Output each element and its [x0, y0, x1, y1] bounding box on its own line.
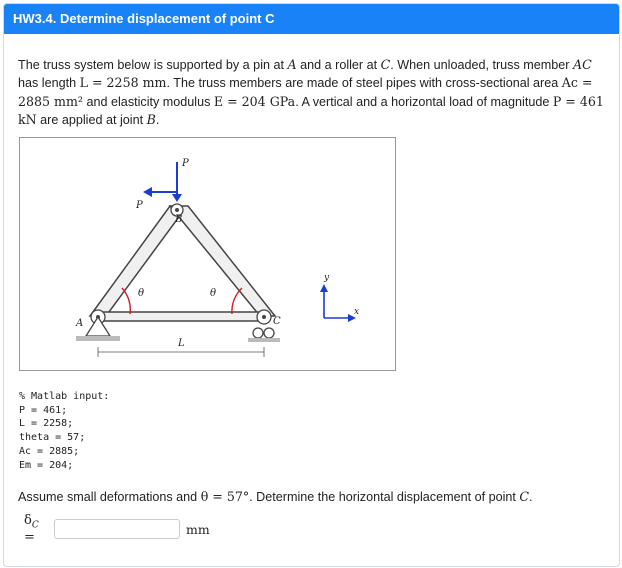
- problem-text: and a roller at: [296, 58, 381, 72]
- problem-statement: [18, 56, 608, 129]
- question-text: .: [529, 490, 533, 504]
- label-theta-right: θ: [210, 288, 217, 299]
- label-P-left: P: [136, 200, 143, 211]
- roller-C-2: [264, 328, 274, 338]
- problem-text: has length: [18, 76, 80, 91]
- code-line: Ac = 2885;: [19, 445, 80, 457]
- math-C: C: [380, 57, 391, 72]
- member-BC: [170, 206, 275, 316]
- problem-text: and elasticity modulus: [83, 94, 214, 109]
- load-horizontal-head: [143, 187, 152, 197]
- question-prompt: [18, 489, 533, 504]
- code-line: theta = 57;: [19, 432, 86, 444]
- member-AB: [90, 206, 184, 316]
- ground-C: [248, 338, 280, 342]
- joint-C-pin: [262, 315, 266, 319]
- code-line: P = 461;: [19, 404, 68, 416]
- math-Ac: Ac = 2885 mm²: [18, 75, 593, 109]
- label-axis-x: x: [354, 307, 360, 317]
- math-C: C: [519, 489, 530, 504]
- problem-text: . When unloaded, truss member: [390, 58, 573, 72]
- answer-label: [24, 513, 50, 546]
- truss-figure: [19, 137, 396, 371]
- answer-unit: mm: [186, 521, 210, 537]
- math-AC: AC: [572, 57, 592, 72]
- label-B: B: [175, 214, 183, 225]
- math-P: P = 461 kN: [18, 93, 604, 127]
- question-text: . Determine the horizontal displacement of point: [249, 490, 520, 504]
- math-E: E = 204 GPa: [213, 93, 296, 109]
- math-B: B: [146, 111, 156, 127]
- question-card: [3, 3, 620, 567]
- answer-symbol: δ: [24, 512, 32, 528]
- label-P-top: P: [182, 158, 189, 169]
- answer-subscript: C: [31, 520, 39, 531]
- problem-text: . A vertical and a horizontal load of magnitude: [295, 94, 553, 109]
- matlab-input-block: [19, 390, 109, 472]
- problem-text: The truss system below is supported by a pin at: [18, 58, 288, 72]
- problem-text: . The truss members are made of steel pipes with cross-sectional area: [166, 76, 562, 91]
- ground-A: [76, 336, 120, 341]
- question-text: Assume small deformations and: [18, 490, 201, 504]
- code-comment: % Matlab input:: [19, 391, 110, 402]
- math-theta: θ = 57°: [200, 489, 250, 504]
- label-theta-left: θ: [138, 288, 145, 299]
- math-L: L = 2258 mm: [79, 75, 167, 91]
- truss-diagram: [20, 138, 395, 370]
- label-L: L: [178, 338, 185, 349]
- answer-row: [24, 512, 210, 546]
- label-A: A: [76, 318, 84, 329]
- math-A: A: [287, 57, 297, 72]
- joint-B-pin: [175, 208, 179, 212]
- answer-input[interactable]: [54, 519, 180, 539]
- problem-text: .: [155, 112, 160, 127]
- y-axis-head: [320, 284, 328, 292]
- load-vertical-head: [172, 194, 182, 202]
- member-AC: [96, 312, 268, 321]
- code-line: L = 2258;: [19, 418, 74, 430]
- roller-C-1: [253, 328, 263, 338]
- label-C: C: [273, 316, 281, 327]
- question-title: HW3.4. Determine displacement of point C: [4, 4, 619, 34]
- label-axis-y: y: [324, 273, 330, 283]
- answer-equals: =: [24, 530, 35, 546]
- problem-text: are applied at joint: [36, 112, 147, 127]
- code-line: Em = 204;: [19, 459, 74, 471]
